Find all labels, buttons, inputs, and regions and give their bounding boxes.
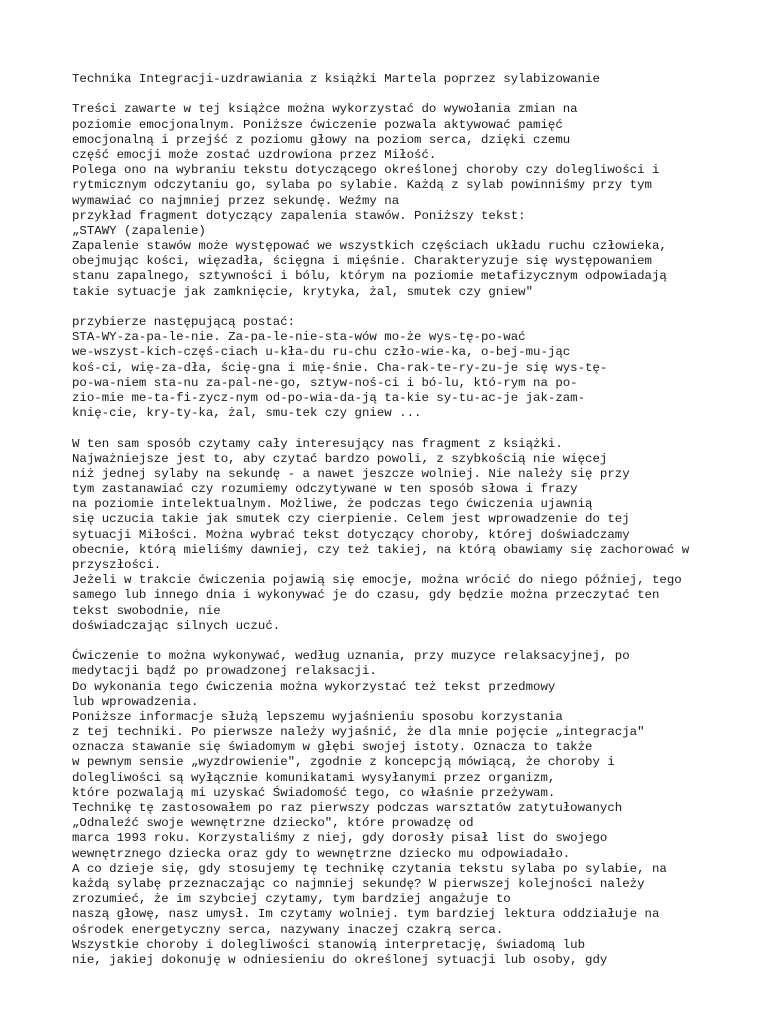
text-line: obecnie, którą mieliśmy dawniej, czy też takiej, na którą obawiamy się zachorować w <box>72 542 690 557</box>
text-line: rytmicznym odczytaniu go, sylaba po sylabie. Każdą z sylab powinniśmy przy tym <box>72 178 652 193</box>
text-line: marca 1993 roku. Korzystaliśmy z niej, gdy dorosły pisał list do swojego <box>72 831 608 846</box>
text-line: po-wa-niem sta-nu za-pal-ne-go, sztyw-noś-ci i bó-lu, któ-rym na po- <box>72 375 578 390</box>
text-line: tekst swobodnie, nie <box>72 603 221 618</box>
text-line: sytuacji Miłości. Można wybrać tekst dotyczący choroby, której doświadczamy <box>72 527 630 542</box>
text-line: Wszystkie choroby i dolegliwości stanowią interpretację, świadomą lub <box>72 937 586 952</box>
text-line: wewnętrznego dziecka oraz gdy to wewnętrzne dziecko mu odpowiadało. <box>72 846 571 861</box>
text-line: przybierze następującą postać: <box>72 315 296 329</box>
text-line: Technikę tę zastosowałem po raz pierwszy podczas warsztatów zatytułowanych <box>72 801 623 815</box>
text-line: takie sytuacje jak zamknięcie, krytyka, żal, smutek czy gniew" <box>72 284 534 299</box>
text-line: dolegliwości są wyłącznie komunikatami wysyłanymi przez organizm, <box>72 770 556 785</box>
text-line: Treści zawarte w tej książce można wykorzystać do wywołania zmian na <box>72 102 578 117</box>
text-line: oznacza stawanie się świadomym w głębi swojej istoty. Oznacza to także <box>72 740 593 755</box>
text-line: na poziomie intelektualnym. Możliwe, że podczas tego ćwiczenia ujawnią <box>72 497 593 512</box>
text-line: STA-WY-za-pa-le-nie. Za-pa-le-nie-sta-wów mo-że wys-tę-po-wać <box>72 330 526 345</box>
text-line: naszą głowę, nasz umysł. Im czytamy wolniej. tym bardziej lektura oddziałuje na <box>72 907 660 922</box>
text-line: emocjonalną i przejść z poziomu głowy na poziom serca, dzięki czemu <box>72 132 571 147</box>
text-line: stanu zapalnego, sztywności i bólu, którym na poziomie metafizycznym odpowiadają <box>72 269 667 284</box>
text-line: przyszłości. <box>72 558 162 572</box>
text-line: W ten sam sposób czytamy cały interesujący nas fragment z książki. <box>72 436 563 451</box>
text-line: Najważniejsze jest to, aby czytać bardzo powoli, z szybkością nie więcej <box>72 451 608 466</box>
text-line: każdą sylabę przeznaczając co najmniej sekundę? W pierwszej kolejności należy <box>72 876 645 891</box>
document-title: Technika Integracji-uzdrawiania z książki Martela poprzez sylabizowanie <box>72 72 600 86</box>
blank-line <box>72 87 732 102</box>
text-line: Zapalenie stawów może występować we wszystkich częściach układu ruchu człowieka, <box>72 239 667 254</box>
text-line: w pewnym sensie „wyzdrowienie", zgodnie z koncepcją mówiącą, że choroby i <box>72 755 615 770</box>
text-line: medytacji bądź po prowadzonej relaksacji. <box>72 664 377 679</box>
text-line: które pozwalają mi uzyskać Świadomość tego, co właśnie przeżywam. <box>72 785 556 800</box>
text-line: przykład fragment dotyczący zapalenia stawów. Poniższy tekst: <box>72 208 526 223</box>
text-line: „Odnaleźć swoje wewnętrzne dziecko", które prowadzę od <box>72 816 474 831</box>
text-line: nie, jakiej dokonuję w odniesieniu do określonej sytuacji lub osoby, gdy <box>72 952 608 967</box>
text-line: A co dzieje się, gdy stosujemy tę technikę czytania tekstu sylaba po sylabie, na <box>72 861 667 876</box>
text-line: poziomie emocjonalnym. Poniższe ćwiczenie pozwala aktywować pamięć <box>72 117 563 132</box>
blank-line <box>72 421 732 436</box>
text-line: tym zastanawiać czy rozumiemy odczytywane w ten sposób słowa i frazy <box>72 482 578 497</box>
text-line: zio-mie me-ta-fi-zycz-nym od-po-wia-da-ją ta-kie sy-tu-ac-je jak-zam- <box>72 390 586 405</box>
text-line: samego lub innego dnia i wykonywać je do czasu, gdy będzie można przeczytać ten <box>72 588 660 603</box>
blank-line <box>72 300 732 315</box>
text-line: się uczucia takie jak smutek czy cierpienie. Celem jest wprowadzenie do tej <box>72 512 630 527</box>
text-line: wymawiać co najmniej przez sekundę. Weźmy na <box>72 193 400 208</box>
text-line: doświadczając silnych uczuć. <box>72 618 281 633</box>
text-line: zrozumieć, że im szybciej czytamy, tym bardziej angażuje to <box>72 892 511 907</box>
text-line: ośrodek energetyczny serca, nazywany inaczej czakrą serca. <box>72 922 504 937</box>
text-line: Jeżeli w trakcie ćwiczenia pojawią się emocje, można wrócić do niego później, tego <box>72 573 682 588</box>
text-line: część emocji może zostać uzdrowiona przez Miłość. <box>72 147 437 162</box>
text-line: niż jednej sylaby na sekundę - a nawet jeszcze wolniej. Nie należy się przy <box>72 466 630 481</box>
document-page <box>72 72 732 968</box>
text-line: knię-cie, kry-ty-ka, żal, smu-tek czy gniew ... <box>72 406 422 421</box>
blank-line <box>72 634 732 649</box>
text-line: Ćwiczenie to można wykonywać, według uznania, przy muzyce relaksacyjnej, po <box>72 649 630 664</box>
text-line: Do wykonania tego ćwiczenia można wykorzystać też tekst przedmowy <box>72 679 556 694</box>
text-line: we-wszyst-kich-częś-ciach u-kła-du ru-chu czło-wie-ka, o-bej-mu-jąc <box>72 345 571 360</box>
text-line: lub wprowadzenia. <box>72 694 199 709</box>
text-line: „STAWY (zapalenie) <box>72 223 206 238</box>
text-line: obejmując kości, więzadła, ścięgna i mięśnie. Charakteryzuje się występowaniem <box>72 254 652 269</box>
text-line: Poniższe informacje służą lepszemu wyjaśnieniu sposobu korzystania <box>72 709 563 724</box>
text-line: Polega ono na wybraniu tekstu dotyczącego określonej choroby czy dolegliwości i <box>72 163 660 178</box>
text-line: z tej techniki. Po pierwsze należy wyjaśnić, że dla mnie pojęcie „integracja" <box>72 725 645 740</box>
text-line: koś-ci, wię-za-dła, ścię-gna i mię-śnie. Cha-rak-te-ry-zu-je się wys-tę- <box>72 360 608 375</box>
